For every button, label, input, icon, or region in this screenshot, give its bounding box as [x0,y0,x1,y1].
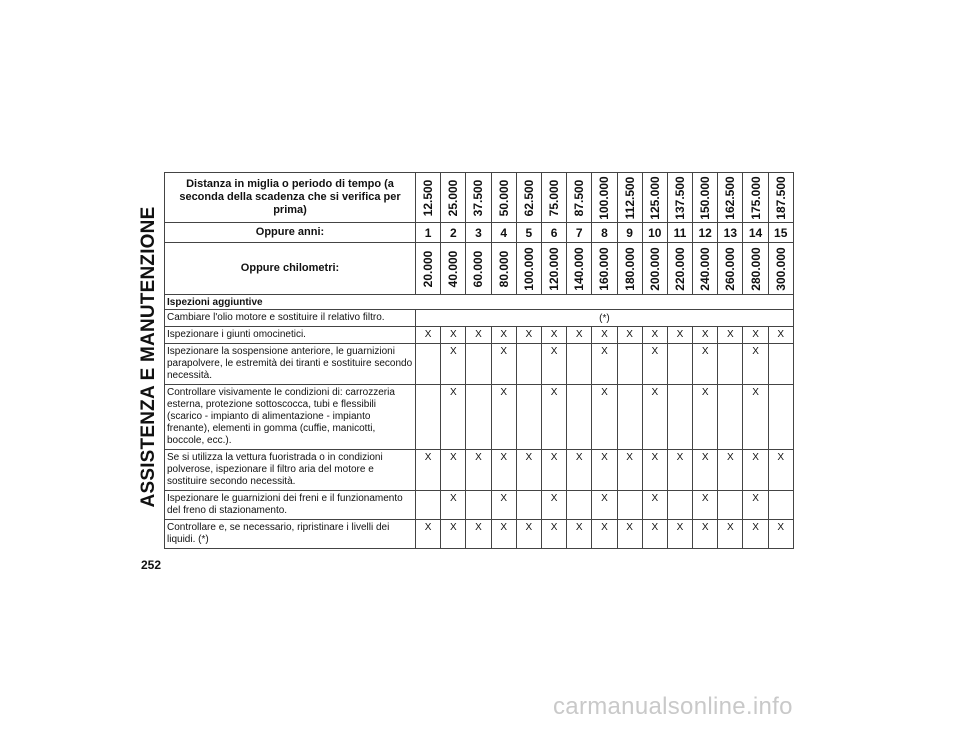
section-row [165,295,794,310]
inspection-mark: X [718,520,743,549]
inspection-mark: X [617,520,642,549]
watermark-text: carmanualsonline.info [553,693,793,720]
inspection-mark: X [491,491,516,520]
year-value: 8 [592,223,617,243]
miles-header-row-cell [693,173,718,223]
year-value: 9 [617,223,642,243]
inspection-desc: Ispezionare la sospensione anteriore, le guarnizioni parapolvere, le estremità dei tiranti e sostituire secondo necessità. [165,344,416,385]
year-value: 3 [466,223,491,243]
section-side-title [138,172,160,542]
miles-header-row-value: 12.500 [421,179,436,216]
inspection-mark: X [693,520,718,549]
inspection-mark [718,385,743,450]
inspection-mark: X [592,344,617,385]
inspection-mark: X [491,344,516,385]
inspection-mark: X [441,491,466,520]
inspection-mark [667,491,692,520]
inspection-mark: X [642,450,667,491]
year-value: 13 [718,223,743,243]
inspection-mark [516,344,541,385]
miles-header-row-cell [567,173,592,223]
km-header-row-cell [541,243,566,295]
years-row [165,223,794,243]
inspection-row [165,520,794,549]
inspection-mark: X [592,491,617,520]
miles-header-row-value: 100.000 [597,175,612,220]
km-header-row-value: 200.000 [647,246,662,291]
inspection-mark [768,491,793,520]
miles-header-row-value: 187.500 [773,175,788,220]
miles-header-row-cell [743,173,768,223]
inspection-mark [416,385,441,450]
inspection-mark: X [642,327,667,344]
year-value: 1 [416,223,441,243]
inspection-mark: X [466,327,491,344]
maintenance-table [164,172,794,549]
inspection-mark [416,344,441,385]
inspection-desc: Se si utilizza la vettura fuoristrada o in condizioni polverose, ispezionare il filtro aria del motore e sostituire secondo necessità. [165,450,416,491]
inspection-mark: X [491,520,516,549]
inspection-mark: X [768,450,793,491]
inspection-mark: X [642,491,667,520]
inspection-mark: X [541,327,566,344]
inspection-mark: X [743,491,768,520]
km-header-row-cell [667,243,692,295]
inspection-mark: X [416,450,441,491]
inspection-mark: X [718,327,743,344]
inspection-mark: X [466,450,491,491]
year-value: 7 [567,223,592,243]
inspection-mark [667,344,692,385]
inspection-mark: X [541,450,566,491]
km-header-row-value: 240.000 [698,246,713,291]
miles-header-row-value: 75.000 [547,179,562,216]
inspection-mark: X [541,344,566,385]
miles-header-row [165,173,794,223]
year-value: 12 [693,223,718,243]
year-value: 6 [541,223,566,243]
miles-header-row-cell [516,173,541,223]
inspection-mark: X [617,450,642,491]
miles-header-row-value: 62.500 [521,179,536,216]
inspection-mark: X [516,327,541,344]
km-header-row-value: 80.000 [496,250,511,287]
km-header-row-cell [516,243,541,295]
inspection-mark: X [642,385,667,450]
km-header-row-value: 300.000 [773,246,788,291]
inspection-mark [567,344,592,385]
miles-header-row-cell [768,173,793,223]
inspection-mark: X [441,520,466,549]
inspection-mark [617,385,642,450]
miles-header-row-value: 175.000 [748,175,763,220]
inspection-mark: X [491,450,516,491]
km-header-row-label: Oppure chilometri: [165,243,416,295]
years-label: Oppure anni: [165,223,416,243]
oil-change-note: (*) [416,310,794,327]
inspection-mark: X [693,327,718,344]
km-header-row-cell [491,243,516,295]
oil-change-desc: Cambiare l'olio motore e sostituire il relativo filtro. [165,310,416,327]
inspection-mark: X [667,520,692,549]
year-value: 4 [491,223,516,243]
oil-change-row [165,310,794,327]
miles-header-row-value: 87.500 [572,179,587,216]
inspection-mark [718,491,743,520]
inspection-mark [567,491,592,520]
inspection-mark: X [541,491,566,520]
inspection-mark: X [592,385,617,450]
km-header-row-cell [768,243,793,295]
km-header-row-cell [592,243,617,295]
inspection-mark [466,491,491,520]
inspection-mark: X [667,450,692,491]
inspection-mark: X [768,327,793,344]
inspection-mark: X [693,344,718,385]
inspection-mark [617,344,642,385]
inspection-mark: X [516,520,541,549]
km-header-row-value: 260.000 [723,246,738,291]
km-header-row-value: 160.000 [597,246,612,291]
inspection-mark [617,491,642,520]
km-header-row-value: 40.000 [446,250,461,287]
miles-header-row-cell [617,173,642,223]
inspection-mark: X [667,327,692,344]
km-header-row-cell [416,243,441,295]
inspection-desc: Ispezionare i giunti omocinetici. [165,327,416,344]
miles-header-row-cell [491,173,516,223]
inspection-mark: X [743,520,768,549]
inspection-mark [667,385,692,450]
inspection-desc: Controllare e, se necessario, ripristinare i livelli dei liquidi. (*) [165,520,416,549]
miles-header-row-value: 25.000 [446,179,461,216]
miles-header-row-cell [642,173,667,223]
miles-header-row-value: 162.500 [723,175,738,220]
miles-header-row-label: Distanza in miglia o periodo di tempo (a seconda della scadenza che si verifica per prima) [165,173,416,223]
km-header-row-value: 220.000 [672,246,687,291]
inspection-mark: X [592,520,617,549]
inspection-mark: X [592,450,617,491]
inspection-mark: X [743,327,768,344]
inspection-mark [516,491,541,520]
miles-header-row-value: 137.500 [672,175,687,220]
inspection-mark: X [743,385,768,450]
inspection-mark: X [567,450,592,491]
miles-header-row-cell [718,173,743,223]
inspection-mark: X [642,344,667,385]
year-value: 14 [743,223,768,243]
inspection-mark: X [491,327,516,344]
inspection-mark: X [768,520,793,549]
inspection-mark: X [541,385,566,450]
inspection-mark [768,385,793,450]
miles-header-row-cell [667,173,692,223]
miles-header-row-cell [441,173,466,223]
inspection-mark: X [441,450,466,491]
miles-header-row-cell [466,173,491,223]
km-header-row-value: 20.000 [421,250,436,287]
km-header-row-cell [693,243,718,295]
km-header-row-value: 120.000 [547,246,562,291]
inspection-mark: X [567,327,592,344]
inspection-mark: X [693,491,718,520]
inspection-mark [516,385,541,450]
inspection-mark [466,385,491,450]
miles-header-row-value: 37.500 [471,179,486,216]
inspection-mark: X [642,520,667,549]
inspection-row [165,385,794,450]
km-header-row-cell [567,243,592,295]
inspection-mark: X [743,344,768,385]
miles-header-row-value: 125.000 [647,175,662,220]
km-header-row-cell [617,243,642,295]
miles-header-row-cell [416,173,441,223]
inspection-mark: X [516,450,541,491]
inspection-mark: X [693,385,718,450]
inspection-row [165,327,794,344]
inspection-mark: X [567,520,592,549]
year-value: 11 [667,223,692,243]
km-header-row-cell [718,243,743,295]
km-header-row-value: 280.000 [748,246,763,291]
km-header-row-value: 180.000 [622,246,637,291]
inspection-mark [768,344,793,385]
inspection-mark: X [491,385,516,450]
inspection-mark: X [416,327,441,344]
inspection-mark [416,491,441,520]
km-header-row-value: 100.000 [521,246,536,291]
inspection-row [165,344,794,385]
miles-header-row-cell [541,173,566,223]
km-header-row-cell [743,243,768,295]
miles-header-row-value: 112.500 [622,176,637,219]
inspection-row [165,491,794,520]
miles-header-row-value: 150.000 [698,175,713,220]
inspection-mark: X [592,327,617,344]
section-header: Ispezioni aggiuntive [165,295,794,310]
miles-header-row-value: 50.000 [496,179,511,216]
inspection-mark: X [617,327,642,344]
year-value: 2 [441,223,466,243]
inspection-desc: Controllare visivamente le condizioni di: carrozzeria esterna, protezione sottoscocca, tubi e flessibili (scarico - impianto di alimentazione - impianto frenante), elementi in gomma (cuffie, manicotti, boccole, ecc.). [165,385,416,450]
inspection-row [165,450,794,491]
inspection-mark: X [718,450,743,491]
inspection-mark [567,385,592,450]
km-header-row [165,243,794,295]
inspection-mark: X [466,520,491,549]
year-value: 5 [516,223,541,243]
inspection-mark: X [693,450,718,491]
page-number: 252 [141,558,162,572]
section-title-text: ASSISTENZA E MANUTENZIONE [138,206,159,508]
year-value: 10 [642,223,667,243]
km-header-row-cell [441,243,466,295]
km-header-row-cell [466,243,491,295]
km-header-row-value: 60.000 [471,250,486,287]
miles-header-row-cell [592,173,617,223]
km-header-row-value: 140.000 [572,246,587,291]
inspection-mark: X [541,520,566,549]
inspection-mark: X [441,344,466,385]
inspection-mark: X [416,520,441,549]
inspection-desc: Ispezionare le guarnizioni dei freni e il funzionamento del freno di stazionamento. [165,491,416,520]
inspection-mark [466,344,491,385]
inspection-mark: X [441,385,466,450]
inspection-mark: X [743,450,768,491]
inspection-mark: X [441,327,466,344]
inspection-mark [718,344,743,385]
year-value: 15 [768,223,793,243]
km-header-row-cell [642,243,667,295]
